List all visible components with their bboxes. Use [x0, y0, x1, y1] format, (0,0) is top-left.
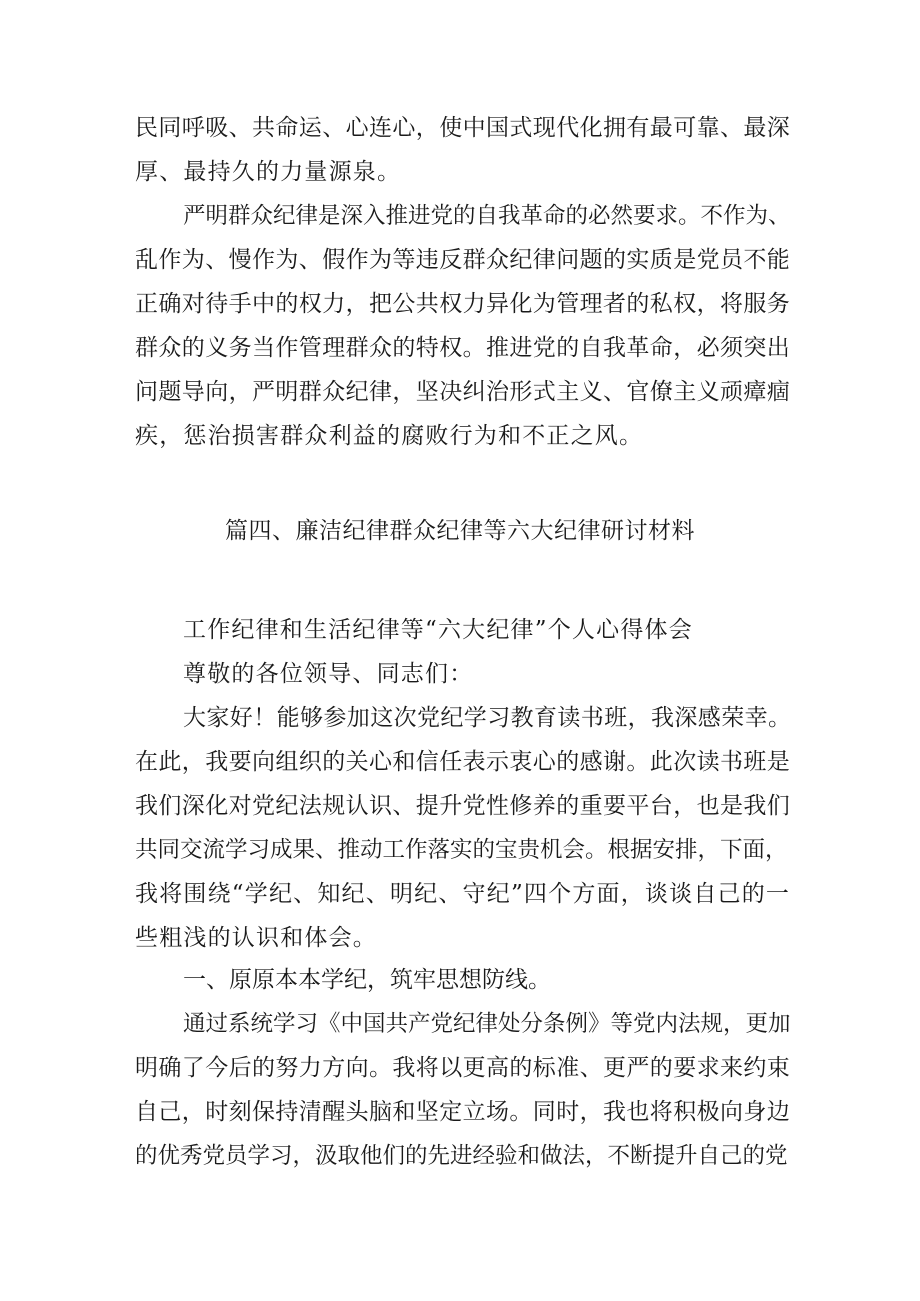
- text-line: 乱作为、慢作为、假作为等违反群众纪律问题的实质是党员不能: [135, 247, 791, 273]
- text-line: 厚、最持久的力量源泉。: [135, 159, 402, 185]
- text-line: 我将围绕“学纪、知纪、明纪、守纪”四个方面，谈谈自己的一: [135, 881, 791, 907]
- text-line: 群众的义务当作管理群众的特权。推进党的自我革命，必须突出: [135, 335, 791, 361]
- text-line: 些粗浅的认识和体会。: [135, 925, 377, 951]
- speech-title: 工作纪律和生活纪律等“六大纪律”个人心得体会: [183, 617, 693, 643]
- text-line: 我们深化对党纪法规认识、提升党性修养的重要平台，也是我们: [135, 793, 791, 819]
- text-line: 自己，时刻保持清醒头脑和坚定立场。同时，我也将积极向身边: [135, 1099, 791, 1125]
- text-line: 问题导向，严明群众纪律，坚决纠治形式主义、官僚主义顽瘴痼: [135, 379, 791, 405]
- text-line: 共同交流学习成果、推动工作落实的宝贵机会。根据安排，下面，: [135, 837, 788, 863]
- text-line: 通过系统学习《中国共产党纪律处分条例》等党内法规，更加: [183, 1011, 791, 1037]
- text-line: 疾，惩治损害群众利益的腐败行为和不正之风。: [135, 423, 644, 449]
- text-line: 民同呼吸、共命运、心连心，使中国式现代化拥有最可靠、最深: [135, 115, 791, 141]
- point-one-heading: 一、原原本本学纪，筑牢思想防线。: [183, 967, 551, 993]
- text-line: 大家好！能够参加这次党纪学习教育读书班，我深感荣幸。: [183, 705, 792, 731]
- text-line: 的优秀党员学习，汲取他们的先进经验和做法，不断提升自己的党: [135, 1143, 788, 1169]
- text-line: 正确对待手中的权力，把公共权力异化为管理者的私权，将服务: [135, 291, 791, 317]
- text-line: 明确了今后的努力方向。我将以更高的标准、更严的要求来约束: [135, 1055, 791, 1081]
- text-line: 严明群众纪律是深入推进党的自我革命的必然要求。不作为、: [183, 203, 791, 229]
- salutation: 尊敬的各位领导、同志们：: [183, 661, 474, 687]
- text-line: 在此，我要向组织的关心和信任表示衷心的感谢。此次读书班是: [135, 749, 791, 775]
- section-title: 篇四、廉洁纪律群众纪律等六大纪律研讨材料: [225, 518, 695, 544]
